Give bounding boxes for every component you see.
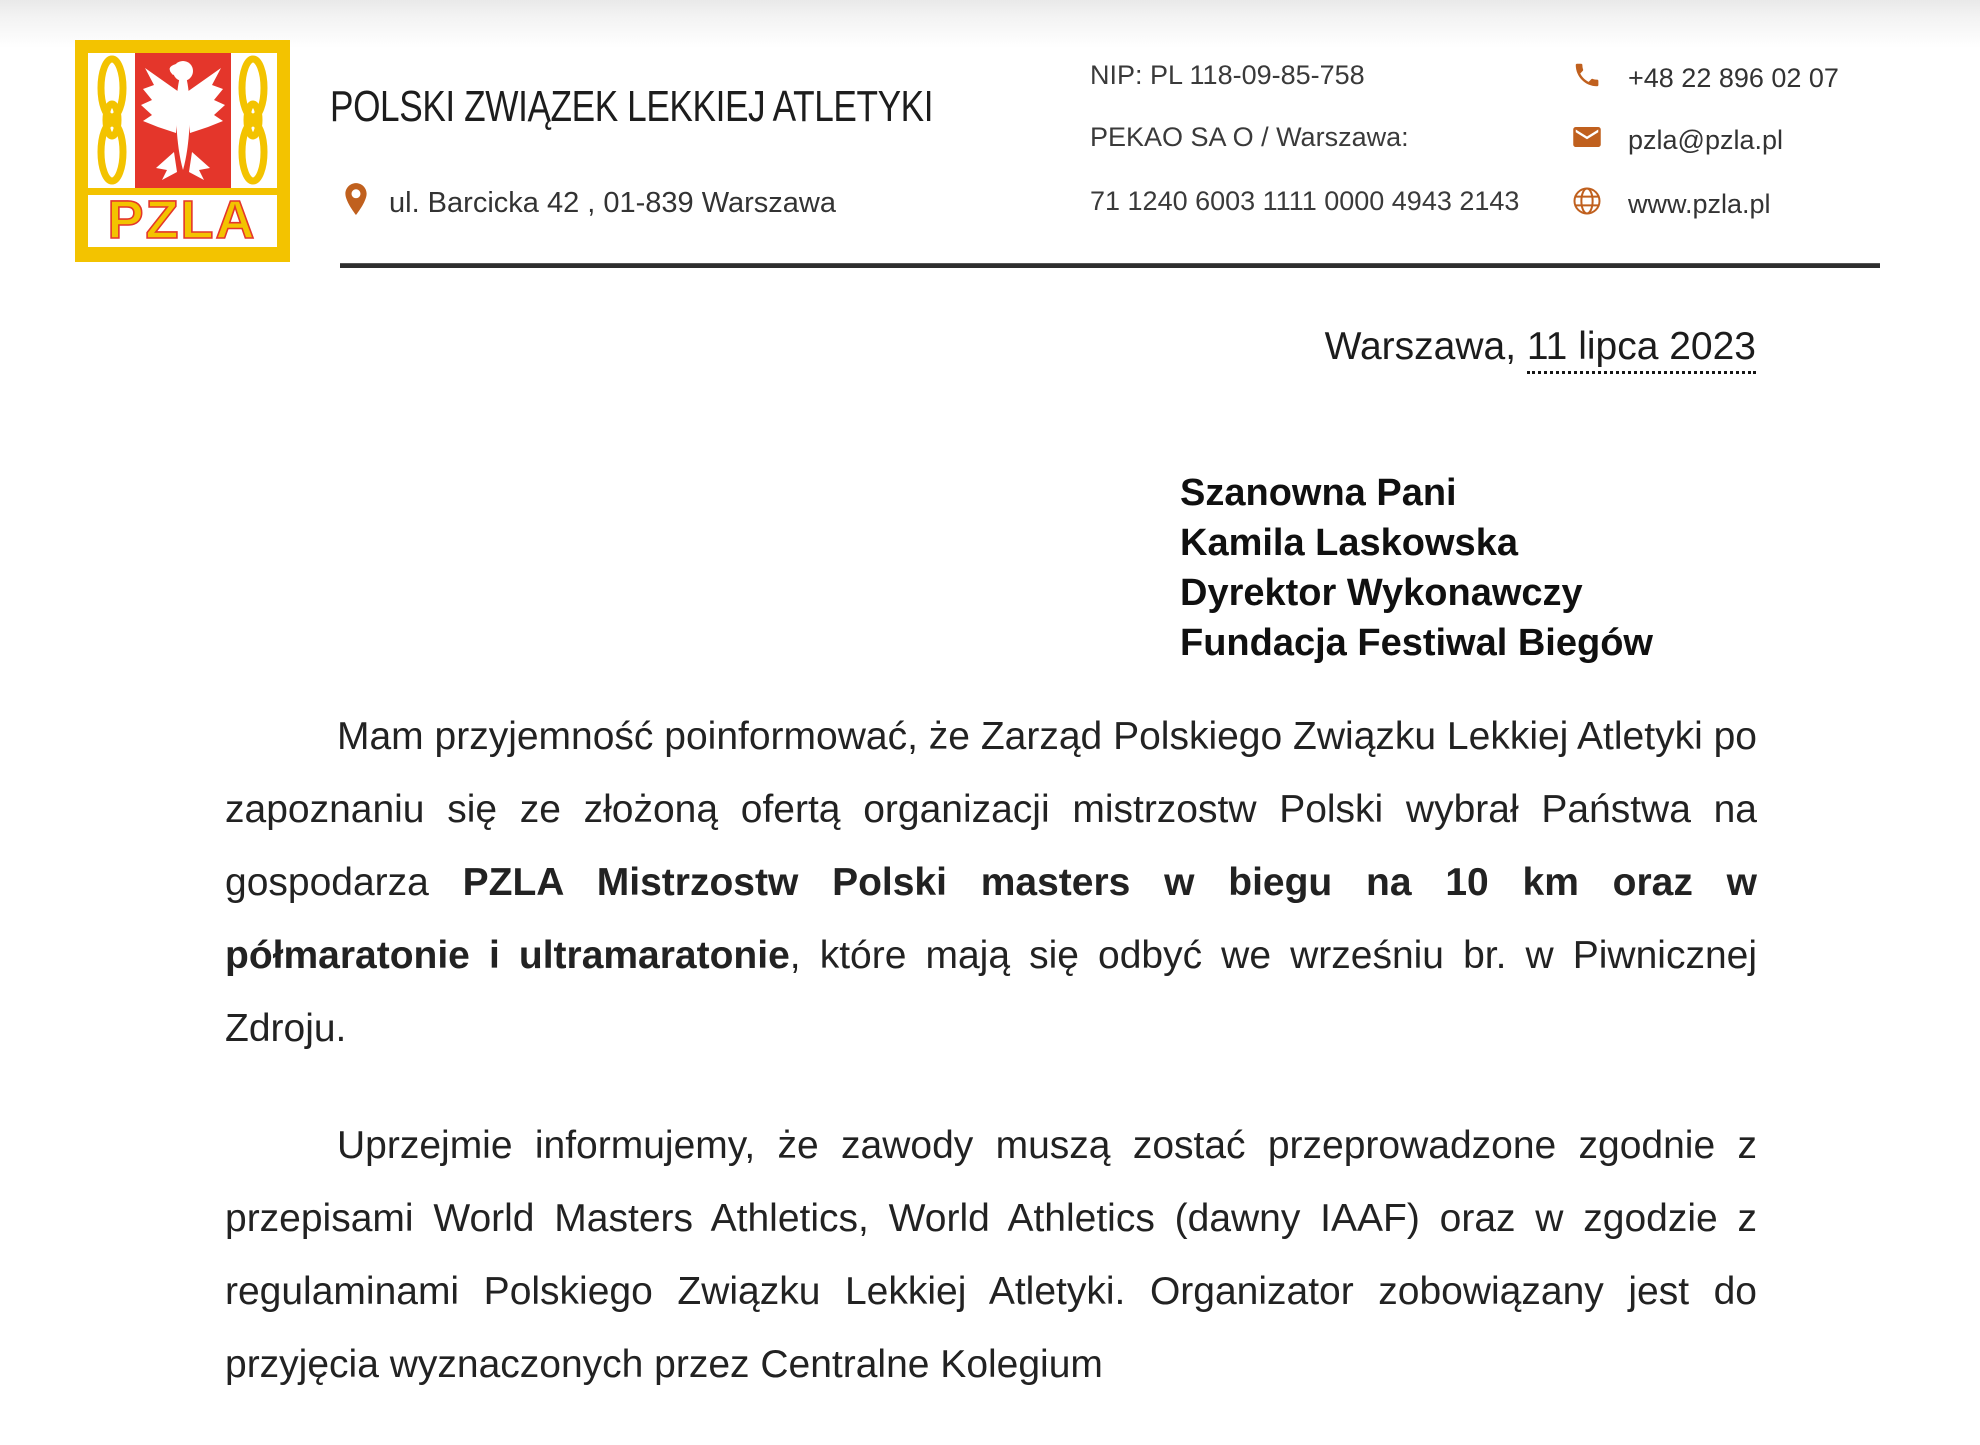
- pzla-logo: [75, 40, 290, 262]
- date-value: 11 lipca 2023: [1527, 325, 1756, 374]
- location-pin-icon: [343, 182, 369, 224]
- email-text: pzla@pzla.pl: [1628, 125, 1783, 155]
- phone-icon: [1572, 60, 1602, 97]
- dateline: [1325, 325, 1756, 369]
- org-name: POLSKI ZWIĄZEK LEKKIEJ ATLETYKI: [330, 82, 934, 131]
- globe-icon: [1572, 186, 1602, 223]
- header-divider: [340, 263, 1880, 268]
- website-row: [1572, 186, 1771, 223]
- recipient-line-name: Kamila Laskowska: [1180, 522, 1518, 564]
- phone-row: [1572, 60, 1839, 97]
- pzla-logo-text: PZLA: [107, 190, 257, 250]
- email-icon: [1572, 122, 1602, 159]
- paragraph-1: [225, 700, 1757, 1065]
- bank-label: PEKAO SA O / Warszawa:: [1090, 122, 1409, 152]
- email-row: [1572, 122, 1783, 159]
- paragraph-1-start: Mam przyjemność poinformować, że Zarząd Polskiego Związku Lekkiej Atletyki po zapoznaniu się ze złożoną ofertą organizacji mistrzostw Polski wybrał Państwa na gospodarza: [225, 715, 1757, 904]
- recipient-line-salutation: Szanowna Pani: [1180, 472, 1457, 514]
- paragraph-2: [225, 1109, 1757, 1401]
- recipient-block: [1180, 468, 1653, 668]
- website-text: www.pzla.pl: [1628, 189, 1771, 219]
- recipient-line-title: Dyrektor Wykonawczy: [1180, 572, 1583, 614]
- letter-body: [225, 700, 1757, 1445]
- paragraph-2-text: Uprzejmie informujemy, że zawody muszą zostać przeprowadzone zgodnie z przepisami World Masters Athletics, World Athletics (dawny IAAF) oraz w zgodzie z regulaminami Polskiego Związku Lekkiej Atletyki. Organizator zobowiązany jest do przyjęcia wyznaczonych przez Centralne Kolegium: [225, 1124, 1757, 1386]
- bank-account: 71 1240 6003 1111 0000 4943 2143: [1090, 186, 1520, 216]
- recipient-line-organization: Fundacja Festiwal Biegów: [1180, 622, 1653, 664]
- phone-text: +48 22 896 02 07: [1628, 63, 1839, 93]
- page-top-shadow: [0, 0, 1980, 48]
- nip-text: NIP: PL 118-09-85-758: [1090, 60, 1365, 90]
- paragraph-1-bold: PZLA Mistrzostw Polski masters w biegu na 10 km oraz w półmaratonie i ultramaratonie: [225, 861, 1757, 977]
- paragraph-1-end: , które mają się odbyć we wrześniu br. w Piwnicznej Zdroju.: [225, 934, 1757, 1050]
- address-row: [343, 182, 836, 224]
- pzla-logo-image: [75, 40, 290, 262]
- address-text: ul. Barcicka 42 , 01-839 Warszawa: [389, 186, 837, 219]
- date-city: Warszawa,: [1324, 325, 1517, 368]
